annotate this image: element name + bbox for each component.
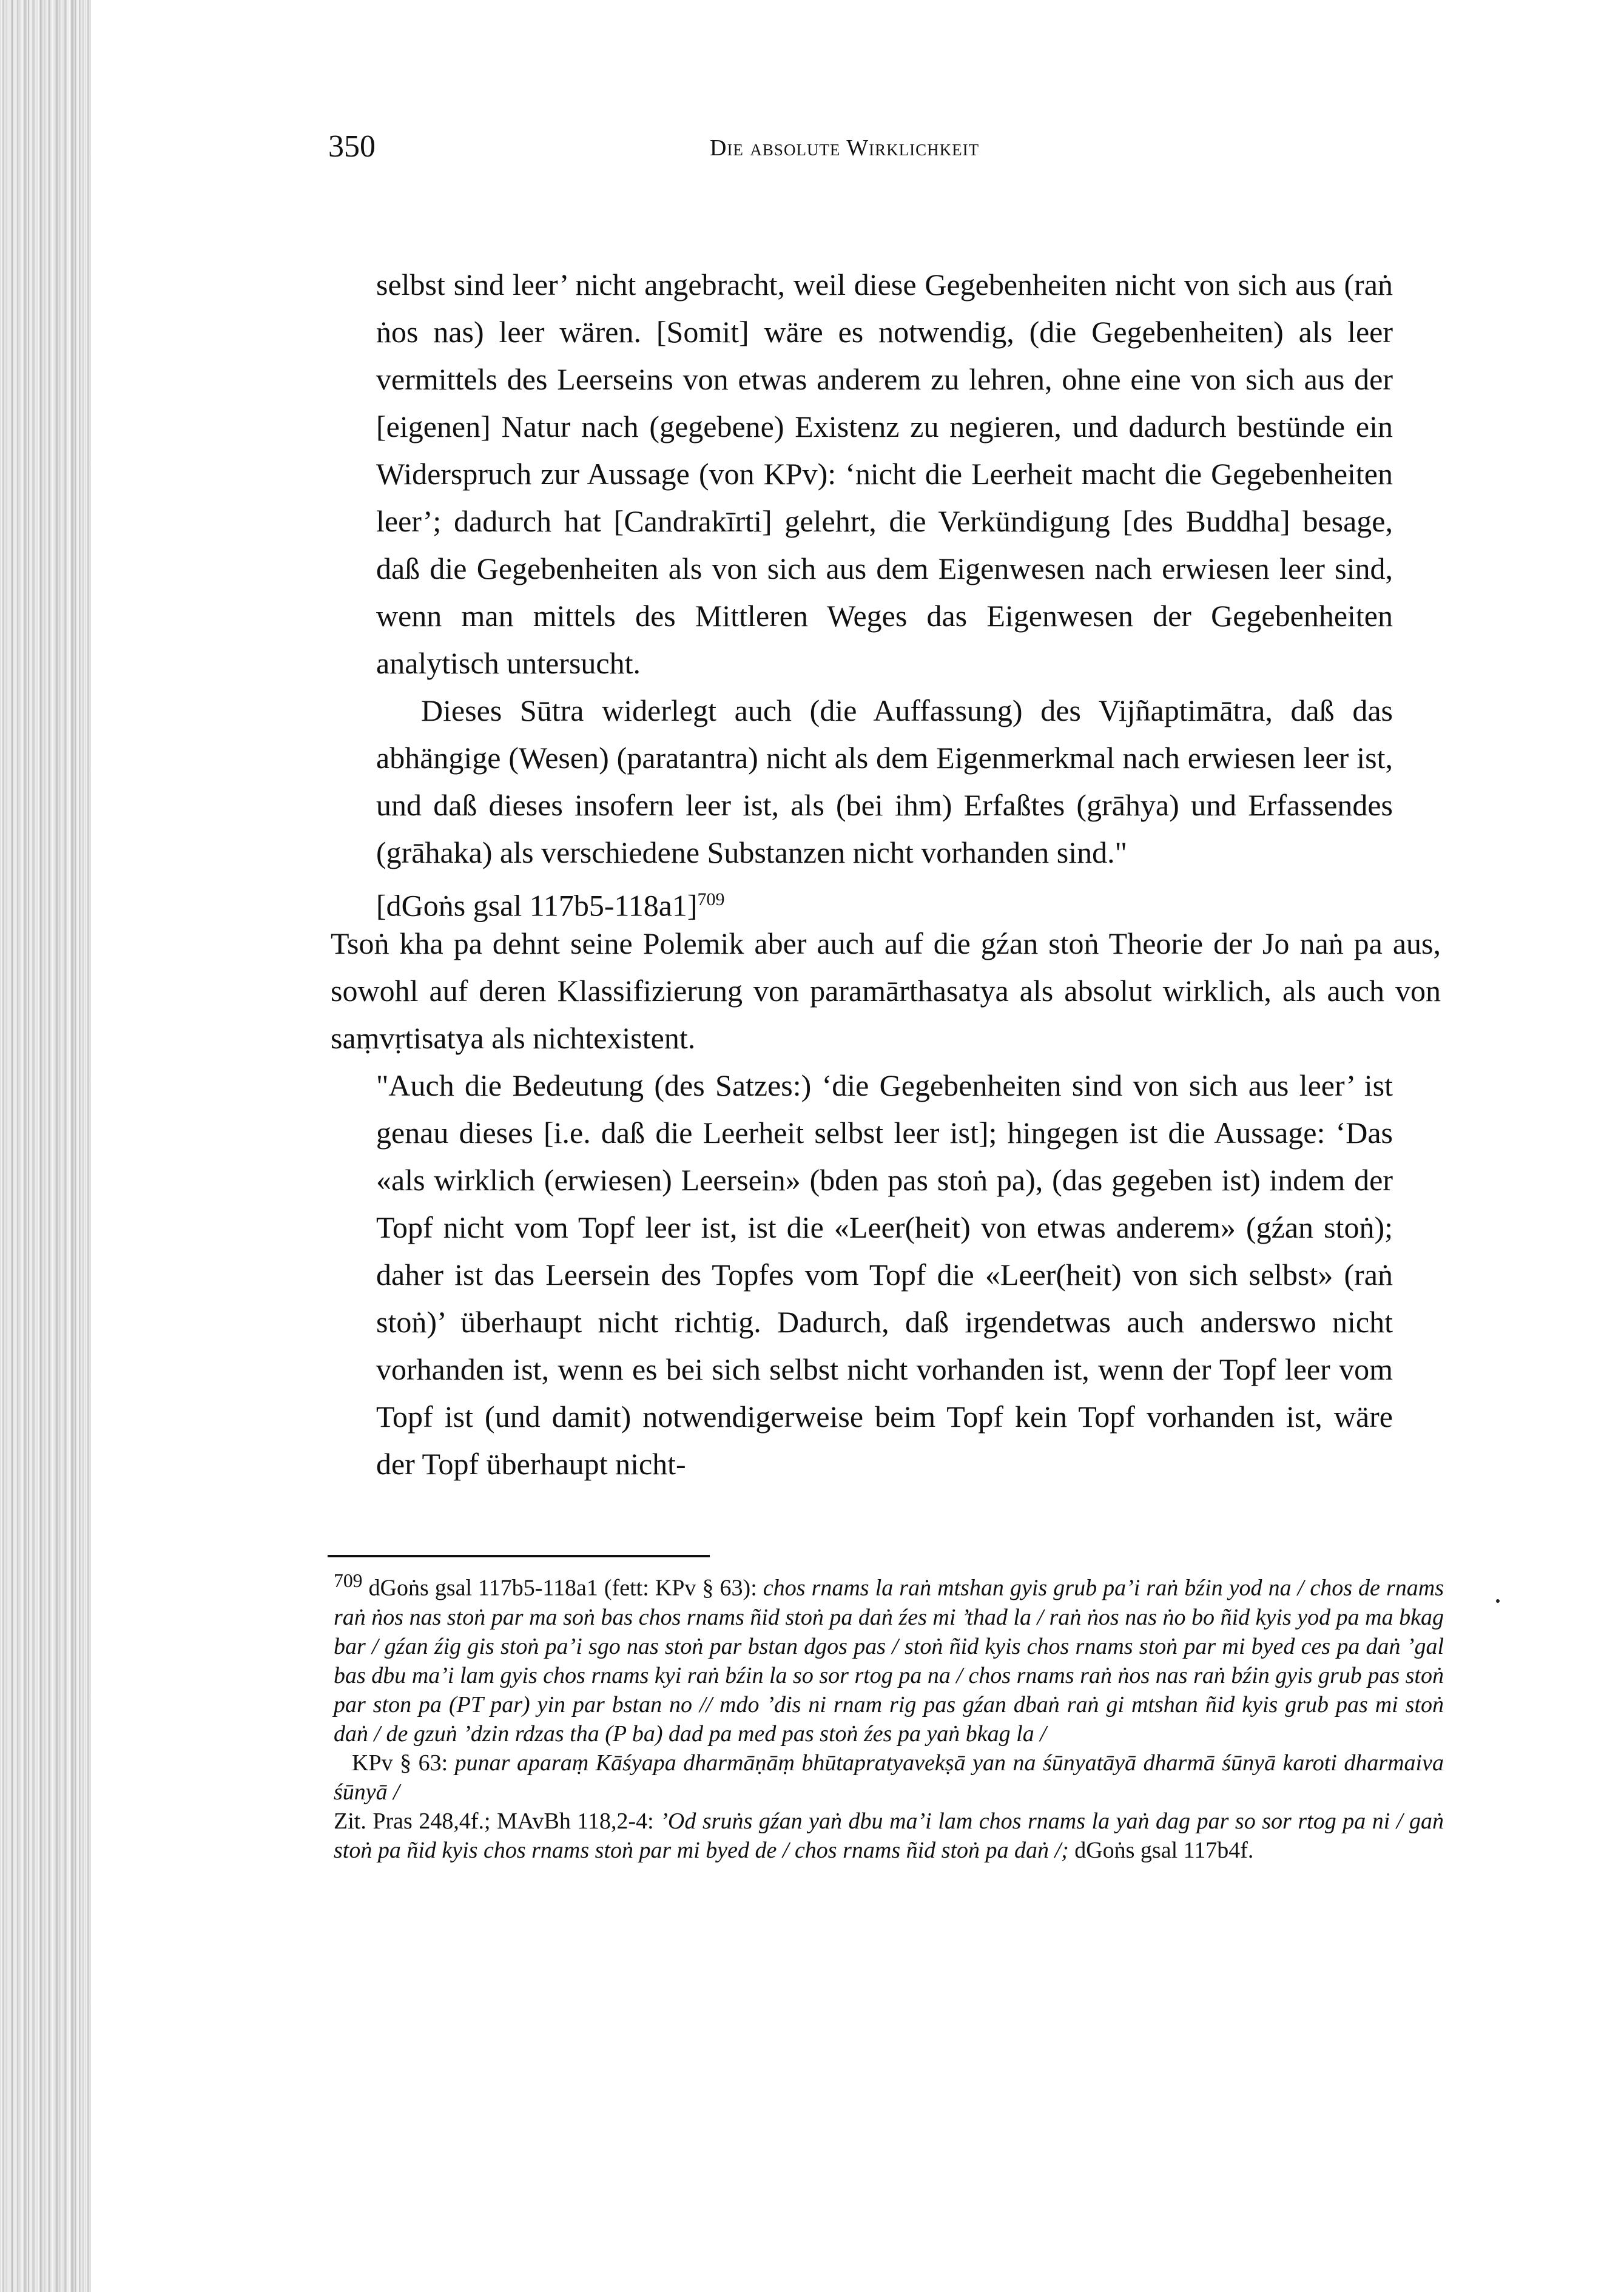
page-number: 350 xyxy=(328,129,376,164)
block-quote-1 xyxy=(376,261,1393,929)
footnote-separator xyxy=(328,1555,710,1557)
quote1-paragraph-1: selbst sind leer’ nicht angebracht, weil diese Gegebenheiten nicht von sich aus (raṅ ṅos nas) leer wären. [Somit] wäre es notwendig, (die Gegebenheiten) als leer vermittels des Leerseins von etwas anderem zu lehren, ohne eine von sich aus der [eigenen] Natur nach (gegebene) Existenz zu negieren, und dadurch bestünde ein Widerspruch zur Aussage (von KPv): ‘nicht die Leerheit macht die Gegebenheiten leer’; dadurch hat [Candrakīrti] gelehrt, die Verkündigung [des Buddha] besage, daß die Gegebenheiten als von sich aus dem Eigenwesen nach erwiesen leer sind, wenn man mittels des Mittleren Weges das Eigenwesen der Gegebenheiten analytisch untersucht. xyxy=(376,268,1393,680)
footnote-zit-text: ’Od sruṅs gźan yaṅ dbu ma’i lam chos rnams la yaṅ dag par so sor rtog pa ni / gaṅ stoṅ pa ñid kyis chos rnams stoṅ par mi byed de / chos rnams ñid stoṅ pa daṅ /; xyxy=(334,1808,1444,1863)
footnote-reference-709: 709 xyxy=(697,889,725,909)
quote1-paragraph-2: Dieses Sūtra widerlegt auch (die Auffassung) des Vijñaptimātra, daß das abhängige (Wesen) (paratantra) nicht als dem Eigenmerkmal nach erwiesen leer ist, und daß dieses insofern leer ist, als (bei ihm) Erfaßtes (grāhya) und Erfassendes (grāhaka) als verschiedene Substanzen nicht vorhanden sind." xyxy=(376,693,1393,869)
block-quote-2: "Auch die Bedeutung (des Satzes:) ‘die Gegebenheiten sind von sich aus leer’ ist genau dieses [i.e. daß die Leerheit selbst leer ist]; hingegen ist die Aussage: ‘Das «als wirklich (erwiesen) Leersein» (bden pas stoṅ pa), (das gegeben ist) indem der Topf nicht vom Topf leer ist, ist die «Leer(heit) von etwas anderem» (gźan stoṅ); daher ist das Leersein des Topfes vom Topf die «Leer(heit) von sich selbst» (raṅ stoṅ)’ überhaupt nicht richtig. Dadurch, daß irgendetwas auch anderswo nicht vorhanden ist, wenn es bei sich selbst nicht vorhanden ist, wenn der Topf leer vom Topf ist (und damit) notwendigerweise beim Topf kein Topf vorhanden ist, wäre der Topf überhaupt nicht- xyxy=(376,1068,1393,1481)
footnote-kpv-label: KPv § 63: xyxy=(352,1750,448,1776)
footnote-zit-label: Zit. Pras 248,4f.; MAvBh 118,2-4: xyxy=(334,1808,654,1834)
footnote-lead: dGoṅs gsal 117b5-118a1 (fett: KPv § 63): xyxy=(368,1575,757,1601)
footnote-kpv-text: punar aparaṃ Kāśyapa dharmāṇāṃ bhūtapratyavekṣā yan na śūnyatāyā dharmā śūnyā karoti dharmaiva śūnyā / xyxy=(334,1750,1444,1805)
quote1-citation: [dGoṅs gsal 117b5-118a1] xyxy=(376,888,698,923)
running-head: Die absolute Wirklichkeit xyxy=(710,135,980,161)
footnote-zit-end: dGoṅs gsal 117b4f. xyxy=(1074,1837,1254,1863)
footnote-tibetan-text: chos rnams la raṅ mtshan gyis grub pa’i raṅ bźin yod na / chos de rnams raṅ ṅos nas stoṅ par ma soṅ bas chos rnams ñid stoṅ pa daṅ źes mi ’thad la / raṅ ṅos nas ṅo bo ñid kyis yod pa ma bkag bar / gźan źig gis stoṅ pa’i sgo nas stoṅ par bstan dgos pas / stoṅ ñid kyis chos rnams stoṅ par mi byed ces pa daṅ ’gal bas dbu ma’i lam gyis chos rnams kyi raṅ bźin la so sor rtog pa na / chos rnams raṅ ṅos nas raṅ bźin gyis grub pas stoṅ par ston pa (PT par) yin par bstan no // mdo ’dis ni rnam rig pas gźan dbaṅ raṅ gi mtshan ñid kyis grub pas mi stoṅ daṅ / de gzuṅ ’dzin rdzas tha (P ba) dad pa med pas stoṅ źes pa yaṅ bkag la / xyxy=(334,1575,1444,1747)
scan-speck xyxy=(1496,1599,1500,1603)
footnote-709 xyxy=(334,1566,1444,1865)
footnote-number: 709 xyxy=(334,1570,363,1591)
book-binding-edge xyxy=(0,0,91,2292)
body-paragraph: Tsoṅ kha pa dehnt seine Polemik aber auch auf die gźan stoṅ Theorie der Jo naṅ pa aus, sowohl auf deren Klassifizierung von paramārthasatya als absolut wirklich, als auch von saṃvṛtisatya als nichtexistent. xyxy=(331,926,1441,1055)
